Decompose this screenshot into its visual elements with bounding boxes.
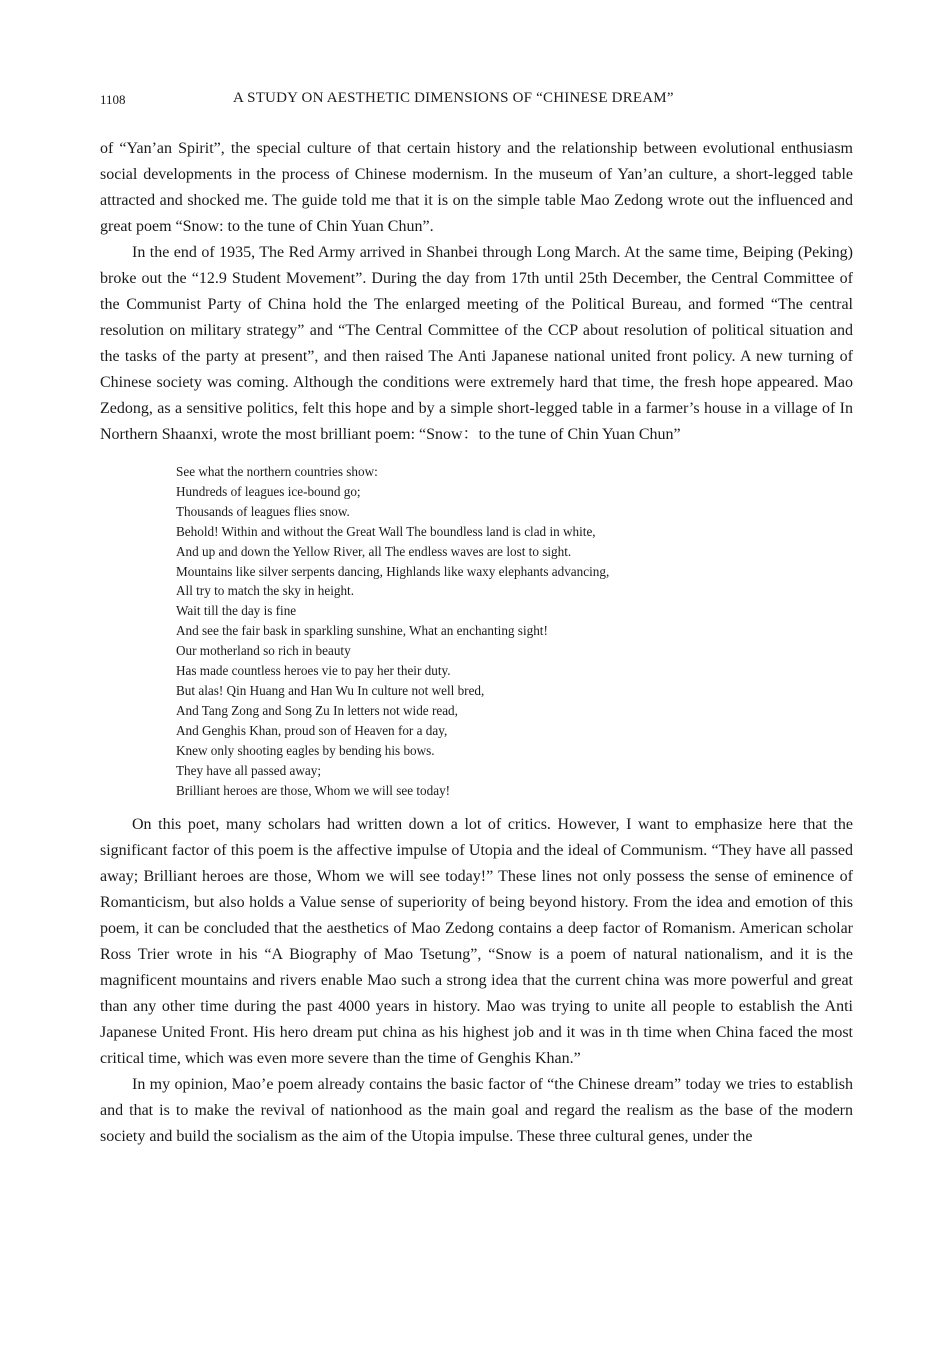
poem-block <box>176 462 853 800</box>
poem-line: Behold! Within and without the Great Wall The boundless land is clad in white, <box>176 523 596 539</box>
poem-line: But alas! Qin Huang and Han Wu In culture not well bred, <box>176 682 485 698</box>
poem-line: Brilliant heroes are those, Whom we will see today! <box>176 782 451 798</box>
poem-line: Hundreds of leagues ice-bound go; <box>176 483 361 499</box>
poem-line: See what the northern countries show: <box>176 464 378 479</box>
poem-line: Knew only shooting eagles by bending his bows. <box>176 742 435 758</box>
paragraph: On this poet, many scholars had written down a lot of critics. However, I want to emphasize here that the significant factor of this poem is the affective impulse of Utopia and the ideal of Communism. “They have all passed away; Brilliant heroes are those, Whom we will see today!” These lines not only possess the sense of eminence of Romanticism, but also holds a Value sense of superiority of being beyond history. From the idea and emotion of this poem, it can be concluded that the aesthetics of Mao Zedong contains a deep factor of Romanism. American scholar Ross Trier wrote in his “A Biography of Mao Tsetung”, “Snow is a poem of natural nationalism, and it is the magnificent mountains and rivers enable Mao such a strong idea that the current china was more powerful and great than any other time during the past 4000 years in history. Mao was trying to unite all people to establish the Anti Japanese United Front. His hero dream put china as his highest job and it was in th time when China faced the most critical time, which was even more severe than the time of Genghis Khan.” <box>100 816 853 1068</box>
poem-line: Our motherland so rich in beauty <box>176 643 351 659</box>
poem-line: And Tang Zong and Song Zu In letters not wide read, <box>176 702 458 718</box>
poem-line: And see the fair bask in sparkling sunshine, What an enchanting sight! <box>176 623 548 639</box>
page-header <box>100 90 853 112</box>
paragraph-continued: of “Yan’an Spirit”, the special culture of that certain history and the relationship between evolutional enthusiasm social developments in the process of Chinese modernism. In the museum of Yan’an culture, a short-legged table attracted and shocked me. The guide told me that it is on the simple table Mao Zedong wrote out the influenced and great poem “Snow: to the tune of Chin Yuan Chun”. <box>100 140 853 235</box>
poem-line: Wait till the day is fine <box>176 603 297 619</box>
poem-line: All try to match the sky in height. <box>176 583 355 599</box>
poem-line: Has made countless heroes vie to pay her their duty. <box>176 663 451 679</box>
running-title: A STUDY ON AESTHETIC DIMENSIONS OF “CHINESE DREAM” <box>233 90 674 106</box>
poem-line: They have all passed away; <box>176 762 322 778</box>
paragraph: In the end of 1935, The Red Army arrived in Shanbei through Long March. At the same time, Beiping (Peking) broke out the “12.9 Student Movement”. During the day from 17th until 25th December, the Central Committee of the Communist Party of China hold the The enlarged meeting of the Political Bureau, and formed “The central resolution on military strategy” and “The Central Committee of the CCP about resolution of political situation and the tasks of the party at present”, and then raised The Anti Japanese national united front policy. A new turning of Chinese society was coming. Although the conditions were extremely hard that time, the fresh hope appeared. Mao Zedong, as a sensitive politics, felt this hope and by a simple short-legged table in a farmer’s house in a village of In Northern Shaanxi, wrote the most brilliant poem: “Snow：to the tune of Chin Yuan Chun” <box>100 244 853 443</box>
poem-line: Mountains like silver serpents dancing, Highlands like waxy elephants advancing, <box>176 563 610 579</box>
poem-line: Thousands of leagues flies snow. <box>176 503 350 519</box>
poem-line: And up and down the Yellow River, all The endless waves are lost to sight. <box>176 543 572 559</box>
page-number: 1108 <box>100 92 126 107</box>
poem-line: And Genghis Khan, proud son of Heaven for a day, <box>176 722 448 738</box>
paragraph: In my opinion, Mao’e poem already contains the basic factor of “the Chinese dream” today we tries to establish and that is to make the revival of nationhood as the main goal and regard the realism as the base of the modern society and build the socialism as the aim of the Utopia impulse. These three cultural genes, under the <box>100 1076 853 1146</box>
article-body <box>100 136 853 1150</box>
